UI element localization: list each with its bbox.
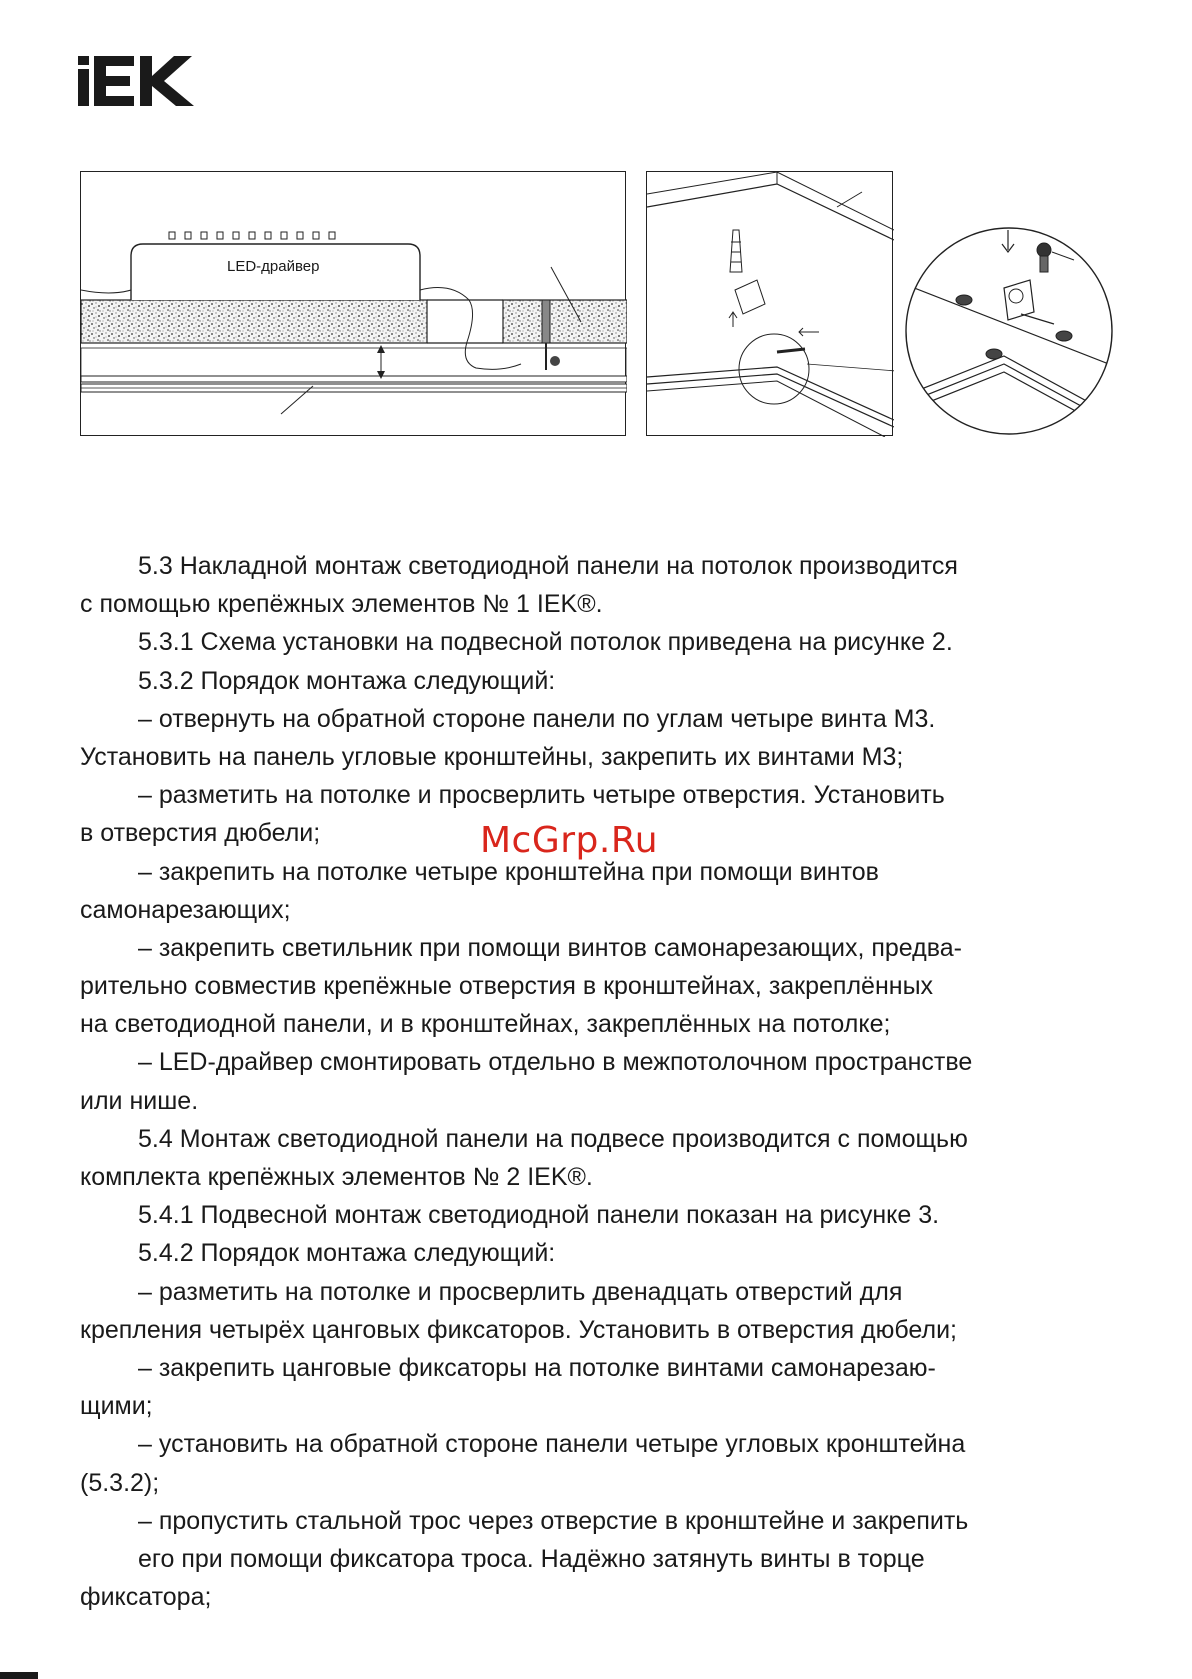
panel-cross-section-drawing <box>81 172 627 437</box>
text-line: – разметить на потолке и просверлить четыре отверстия. Установить <box>138 781 945 810</box>
text-line: комплекта крепёжных элементов № 2 IEK®. <box>80 1163 593 1191</box>
text-line: фиксатора; <box>80 1583 212 1612</box>
text-line: 5.4.2 Порядок монтажа следующий: <box>138 1239 556 1268</box>
iek-logo <box>78 56 196 111</box>
figure-ceiling-corner <box>646 171 893 436</box>
text-line: 5.3.2 Порядок монтажа следующий: <box>138 666 556 695</box>
text-line: – LED-драйвер смонтировать отдельно в межпотолочном пространстве <box>138 1048 973 1077</box>
watermark: McGrp.Ru <box>480 820 659 861</box>
text-line: на светодиодной панели, и в кронштейнах, закреплённых на потолке; <box>80 1010 891 1039</box>
text-line: – закрепить на потолке четыре кронштейна при помощи винтов <box>138 857 879 886</box>
text-line: его при помощи фиксатора троса. Надёжно затянуть винты в торце <box>138 1544 925 1573</box>
instruction-text <box>80 547 1120 1616</box>
text-line: в отверстия дюбели; <box>80 819 321 848</box>
text-line: 5.3 Накладной монтаж светодиодной панели на потолок производится <box>138 552 958 580</box>
text-line: или нише. <box>80 1086 199 1115</box>
text-line: рительно совместив крепёжные отверстия в кронштейнах, закреплённых <box>80 972 934 1001</box>
text-line: самонарезающих; <box>80 895 291 924</box>
text-line: – отвернуть на обратной стороне панели по углам четыре винта М3. <box>138 704 936 733</box>
text-line: 5.4.1 Подвесной монтаж светодиодной панели показан на рисунке 3. <box>138 1201 940 1230</box>
led-driver-label: LED-драйвер <box>227 258 320 275</box>
page-edge-mark <box>0 1672 38 1679</box>
text-line: – закрепить светильник при помощи винтов самонарезающих, предва- <box>138 933 962 962</box>
text-line: – установить на обратной стороне панели четыре угловых кронштейна <box>138 1430 966 1459</box>
text-line: Установить на панель угловые кронштейны, закрепить их винтами М3; <box>80 742 904 771</box>
text-line: – разметить на потолке и просверлить двенадцать отверстий для <box>138 1277 903 1306</box>
text-line: (5.3.2); <box>80 1468 160 1497</box>
text-line: 5.3.1 Схема установки на подвесной потолок приведена на рисунке 2. <box>138 628 953 657</box>
ceiling-corner-drawing <box>647 172 894 437</box>
detail-magnifier <box>904 226 1114 441</box>
corner-bracket-detail-drawing <box>904 226 1114 436</box>
text-line: – пропустить стальной трос через отверстие в кронштейне и закрепить <box>138 1506 969 1535</box>
text-line: с помощью крепёжных элементов № 1 IEK®. <box>80 590 603 619</box>
figure-panel-with-driver <box>80 171 626 436</box>
text-line: 5.4 Монтаж светодиодной панели на подвесе производится с помощью <box>138 1124 968 1153</box>
text-line: щими; <box>80 1392 153 1421</box>
text-line: – закрепить цанговые фиксаторы на потолке винтами самонарезаю- <box>138 1353 936 1382</box>
text-line: крепления четырёх цанговых фиксаторов. Установить в отверстия дюбели; <box>80 1315 958 1344</box>
iek-logo-mark <box>78 56 196 106</box>
